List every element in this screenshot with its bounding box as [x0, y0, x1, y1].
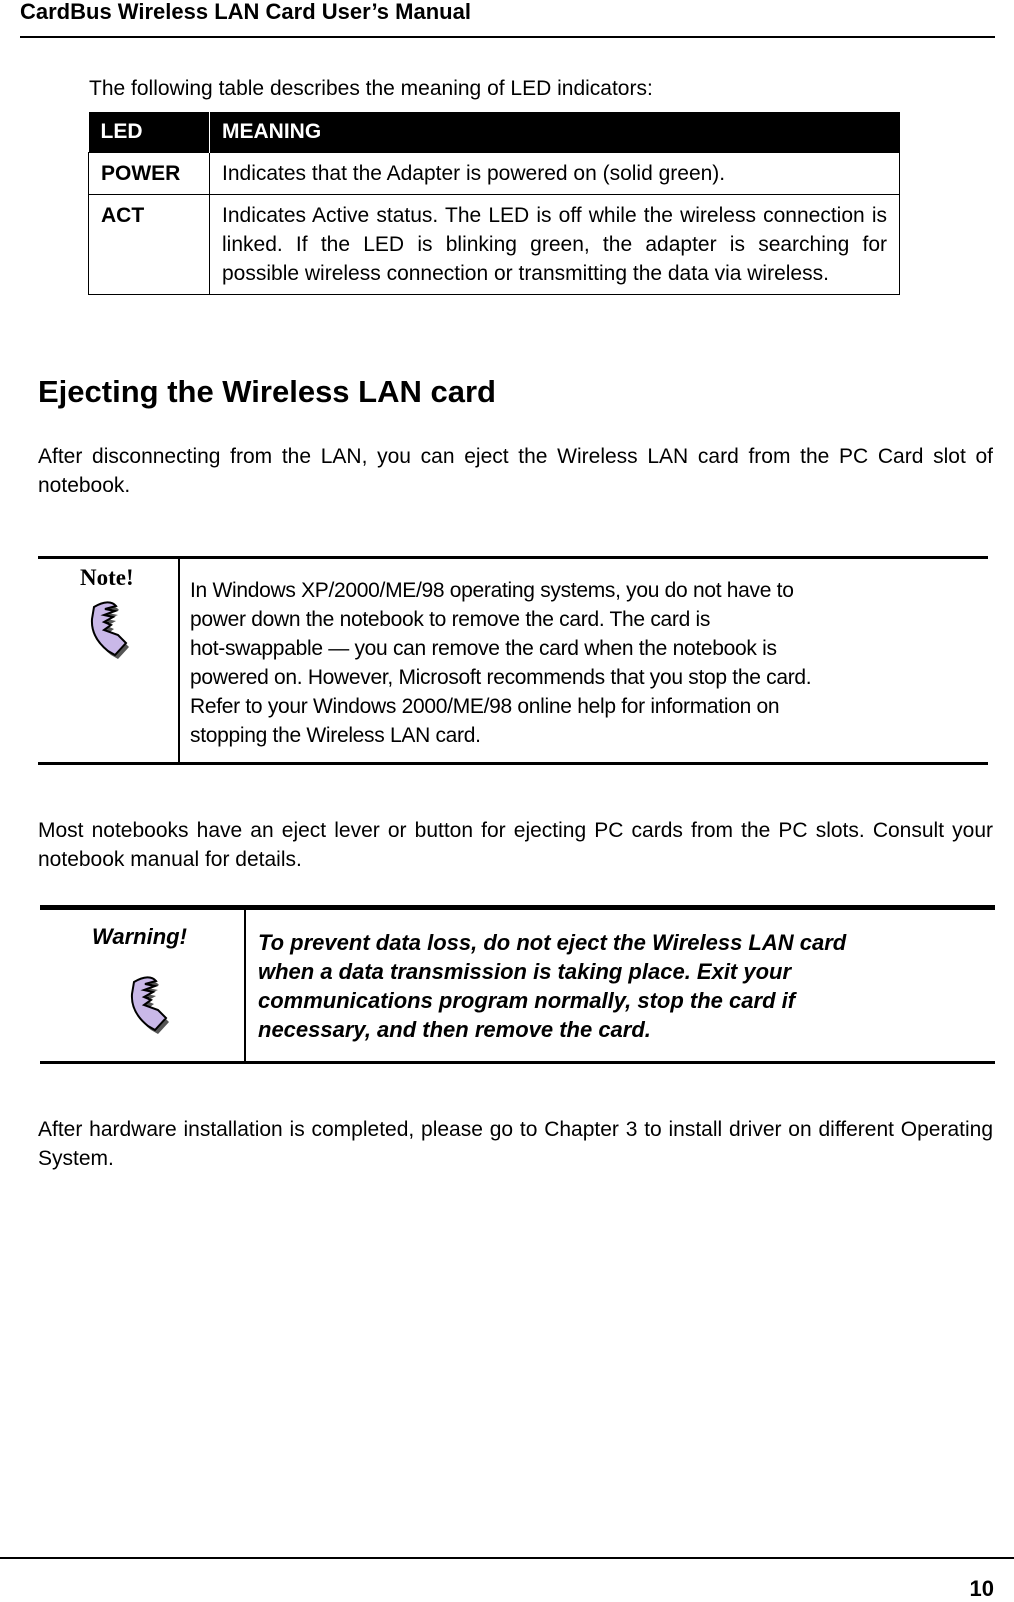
footer-rule — [0, 1557, 1014, 1559]
note-line: stopping the Wireless LAN card. — [190, 724, 481, 747]
header-rule — [20, 36, 995, 38]
led-name-cell: POWER — [89, 153, 210, 195]
column-header-led: LED — [89, 112, 210, 153]
note-line: In Windows XP/2000/ME/98 operating systems, you do not have to — [190, 579, 794, 602]
warning-line: communications program normally, stop the card if — [258, 988, 796, 1013]
warning-divider — [244, 910, 246, 1061]
paragraph-eject-lever: Most notebooks have an eject lever or button for ejecting PC cards from the PC slots. Consult your notebook manual for details. — [38, 819, 993, 871]
pointing-hand-icon — [122, 972, 174, 1040]
warning-label: Warning! — [92, 924, 187, 949]
section-heading: Ejecting the Wireless LAN card — [38, 374, 496, 409]
note-box — [38, 556, 988, 765]
table-intro-text: The following table describes the meaning of LED indicators: — [89, 77, 653, 100]
led-meaning-cell: Indicates Active status. The LED is off while the wireless connection is linked. If the LED is blinking green, the adapter is searching for possible wireless connection or transmitting the data via wireless. — [210, 195, 900, 295]
warning-line: To prevent data loss, do not eject the Wireless LAN card — [258, 930, 847, 955]
pointing-hand-icon — [82, 597, 134, 665]
page-number: 10 — [969, 1576, 994, 1601]
paragraph-next-steps: After hardware installation is completed, please go to Chapter 3 to install driver on different Operating System. — [38, 1118, 993, 1170]
led-meaning-cell: Indicates that the Adapter is powered on (solid green). — [210, 153, 900, 195]
table-row — [89, 153, 900, 195]
table-row — [89, 195, 900, 295]
warning-line: necessary, and then remove the card. — [258, 1017, 651, 1042]
warning-box — [40, 905, 995, 1064]
running-header-title: CardBus Wireless LAN Card User’s Manual — [20, 0, 471, 24]
table-header-row — [89, 112, 900, 153]
paragraph-eject-intro: After disconnecting from the LAN, you can eject the Wireless LAN card from the PC Card slot of notebook. — [38, 445, 993, 497]
note-label: Note! — [80, 565, 134, 590]
note-line: power down the notebook to remove the card. The card is — [190, 608, 711, 631]
note-line: powered on. However, Microsoft recommends that you stop the card. — [190, 666, 812, 689]
note-text — [190, 576, 930, 750]
note-line: Refer to your Windows 2000/ME/98 online help for information on — [190, 695, 780, 718]
led-indicator-table — [88, 112, 900, 295]
warning-line: when a data transmission is taking place. Exit your — [258, 959, 792, 984]
note-line: hot-swappable — you can remove the card when the notebook is — [190, 637, 777, 660]
column-header-meaning: MEANING — [210, 112, 900, 153]
led-name-cell: ACT — [89, 195, 210, 295]
warning-text — [258, 928, 978, 1044]
note-divider — [178, 559, 180, 762]
